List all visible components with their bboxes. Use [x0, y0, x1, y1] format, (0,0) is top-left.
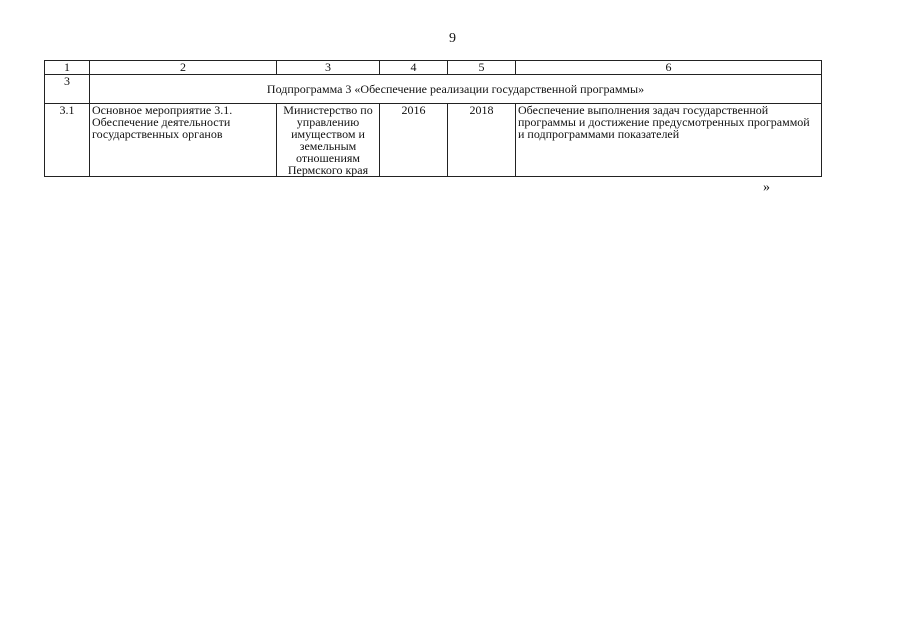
- executor-cell: Министерство по управлению имуществом и земельным отношениям Пермского края: [277, 104, 380, 177]
- column-header: 3: [277, 61, 380, 75]
- table-row: [45, 104, 822, 177]
- row-number: 3.1: [45, 104, 90, 177]
- column-header: 2: [90, 61, 277, 75]
- subprogram-row: [45, 75, 822, 104]
- column-header: 1: [45, 61, 90, 75]
- page-number: 9: [449, 31, 456, 46]
- end-year-cell: 2018: [448, 104, 516, 177]
- column-header: 5: [448, 61, 516, 75]
- result-cell: Обеспечение выполнения задач государственной программы и достижение предусмотренных программой и подпрограммами показателей: [516, 104, 822, 177]
- column-header: 4: [380, 61, 448, 75]
- subprogram-title: Подпрограмма 3 «Обеспечение реализации государственной программы»: [90, 75, 822, 104]
- start-year-cell: 2016: [380, 104, 448, 177]
- subprogram-number: 3: [45, 75, 90, 104]
- closing-quote-mark: »: [763, 180, 770, 195]
- table-header-row: [45, 61, 822, 75]
- program-table: [44, 60, 822, 177]
- column-header: 6: [516, 61, 822, 75]
- activity-cell: Основное мероприятие 3.1. Обеспечение деятельности государственных органов: [90, 104, 277, 177]
